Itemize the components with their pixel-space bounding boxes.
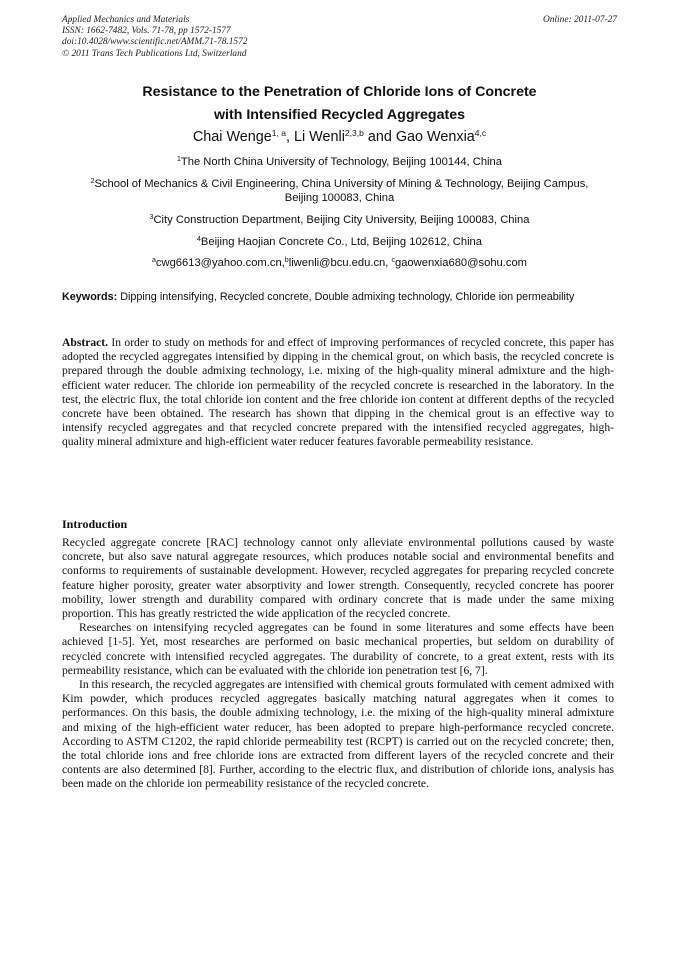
author-2-name: Li Wenli <box>293 129 345 145</box>
keywords-label: Keywords: <box>62 291 118 303</box>
affiliation-3-text: City Construction Department, Beijing City University, Beijing 100083, China <box>153 214 530 226</box>
author-2-sup: 2,3,b <box>344 128 364 138</box>
affiliation-4-text: Beijing Haojian Concrete Co., Ltd, Beijing 102612, China <box>200 236 482 248</box>
introduction-heading: Introduction <box>62 517 128 531</box>
affiliation-2-text: School of Mechanics & Civil Engineering, China University of Mining & Technology, Beijing Campus, Beijing 100083, China <box>94 178 589 204</box>
keywords-block <box>62 290 614 304</box>
keywords-text: Dipping intensifying, Recycled concrete, Double admixing technology, Chloride ion permeability <box>117 291 575 303</box>
title-line-2: with Intensified Recycled Aggregates <box>214 107 465 123</box>
author-3-sup: 4,c <box>474 128 487 138</box>
copyright-line: © 2011 Trans Tech Publications Ltd, Switzerland <box>62 48 247 59</box>
email-line <box>62 256 617 270</box>
doi-line: doi:10.4028/www.scientific.net/AMM.71-78.1572 <box>62 37 248 48</box>
email-c-sup: c <box>391 257 395 264</box>
author-1-sup: 1, a <box>271 128 286 138</box>
journal-header <box>62 15 617 60</box>
author-list: Chai Wenge$^{1, a}$, Li Wenli$^{2,3,b}$ and Gao Wenxia$^{4,c}$ <box>192 128 487 145</box>
affiliation-4-sup: 4 <box>196 236 201 243</box>
abstract-block <box>62 336 614 450</box>
abstract-label: Abstract. <box>62 336 109 349</box>
email-b-sup: b <box>284 257 289 264</box>
affiliation-1 <box>62 155 617 169</box>
affiliation-4 <box>62 235 617 249</box>
intro-paragraph-2: Researches on intensifying recycled aggregates can be found in some literatures and some effects have been achieved [1-5]. Yet, most researches are performed on basic mechanical properties, but seldom on durability of recycled concrete with intensified recycled aggregates. The durability of concrete, to a great extent, rests with its permeability resistance, which can be evaluated with the chloride ion penetration test [6, 7]. <box>62 621 614 677</box>
affiliation-1-sup: 1 <box>176 156 181 163</box>
affiliation-1-text: The North China University of Technology, Beijing 100144, China <box>180 156 502 168</box>
abstract-text: In order to study on methods for and effect of improving performances of recycled concrete, this paper has adopted the recycled aggregates intensified by dipping in the chemical grout, on which basis, the recycled concrete is prepared through the double admixing technology, i.e. mixing of the high-quality mineral admixture and the high-efficient water reducer. The chloride ion permeability of the recycled concrete is researched in the laboratory. In the test, the electric flux, the total chloride ion content and the free chloride ion content at different depths of the recycled concrete have been obtained. The research has shown that dipping in the chemical grout is an effective way to intensify recycled aggregates and that recycled concrete prepared with the intensified recycled aggregates, high-quality mineral admixture and high-efficient water reducer features favorable permeability resistance. <box>62 336 614 449</box>
affiliation-2-sup: 2 <box>90 178 95 185</box>
email-c[interactable]: gaowenxia680@sohu.com <box>394 257 528 269</box>
author-and: and <box>367 129 392 145</box>
online-date: Online: 2011-07-27 <box>542 15 617 25</box>
email-a-sup: a <box>151 257 156 264</box>
email-a[interactable]: cwg6613@yahoo.com.cn, <box>155 257 285 269</box>
affiliation-3-sup: 3 <box>149 214 154 221</box>
affiliation-3 <box>62 213 617 227</box>
author-1-name: Chai Wenge <box>192 129 272 145</box>
author-3-name: Gao Wenxia <box>395 129 475 145</box>
intro-paragraph-1: Recycled aggregate concrete [RAC] technology cannot only alleviate environmental pollutions caused by waste concrete, but also save natural aggregate resources, which produces notable social and environmental benefits and conforms to requirements of sustainable development. However, recycled aggregates for preparing recycled concrete feature higher porosity, greater water absorptivity and lower strength. Consequently, recycled concrete has poorer mobility, lower strength and durability compared with ordinary concrete that is made under the same mixing proportion. This has greatly restricted the wide application of the recycled concrete. <box>62 536 614 621</box>
paper-title <box>62 81 617 127</box>
issn-line: ISSN: 1662-7482, Vols. 71-78, pp 1572-1577 <box>62 26 231 37</box>
intro-paragraph-3: In this research, the recycled aggregates are intensified with chemical grouts formulated with cement admixed with Kim powder, which produces recycled aggregates basically matching natural aggregates when it comes to performances. On this basis, the double admixing technology, i.e. the mixing of the high-quality mineral admixture and mixing of the high-efficient water reducer, has been adopted to prepare high-performance recycled concrete. According to ASTM C1202, the rapid chloride permeability test (RCPT) is carried out on the recycled concrete; then, the total chloride ions and free chloride ions are extracted from different layers of the recycled concrete and their contents are also determined [8]. Further, according to the electric flux, and distribution of chloride ions, analysis has been made on the chloride ion permeability resistance of the recycled concrete. <box>62 678 614 791</box>
title-line-1: Resistance to the Penetration of Chloride Ions of Concrete <box>142 84 537 100</box>
affiliation-2 <box>84 177 595 205</box>
introduction-body <box>62 536 614 792</box>
email-b[interactable]: liwenli@bcu.edu.cn, <box>288 257 392 269</box>
journal-name: Applied Mechanics and Materials <box>62 15 190 25</box>
